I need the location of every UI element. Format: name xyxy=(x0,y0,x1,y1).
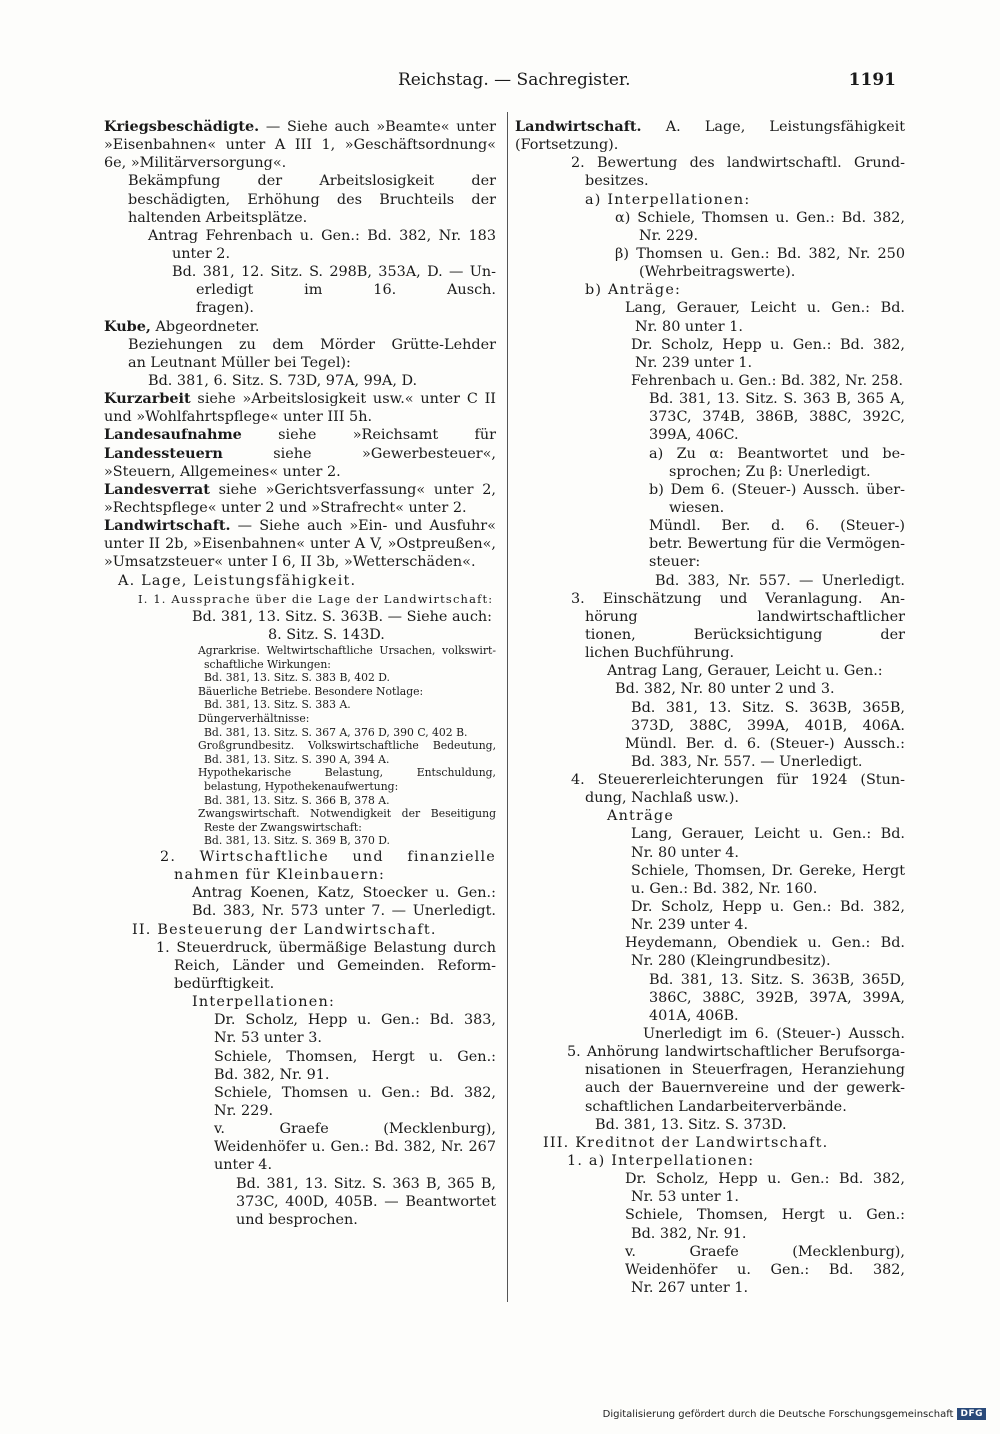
index-line: Weidenhöfer u. Gen.: Bd. 382, xyxy=(625,1261,905,1278)
index-line: Schiele, Thomsen u. Gen.: Bd. 382, xyxy=(214,1084,496,1101)
index-line: 399A, 406C. xyxy=(649,427,739,444)
index-line: Dr. Scholz, Hepp u. Gen.: Bd. 382, xyxy=(631,899,905,916)
index-line: Landessteuern siehe »Gewerbesteuer«, xyxy=(104,444,496,462)
index-line: Unerledigt im 6. (Steuer-) Aussch. xyxy=(643,1026,905,1043)
index-headword: Landesaufnahme xyxy=(104,426,242,444)
index-line: 6e, »Militärversorgung«. xyxy=(104,155,287,172)
index-headword: Kurzarbeit xyxy=(104,390,191,408)
index-line: Bd. 381, 12. Sitz. S. 298B, 353A, D. — Un- xyxy=(172,264,496,281)
index-line: Schiele, Thomsen, Hergt u. Gen.: xyxy=(625,1207,905,1224)
index-line: Nr. 229. xyxy=(214,1102,274,1119)
index-line: Nr. 80 unter 1. xyxy=(635,318,743,335)
index-line: III. Kreditnot der Landwirtschaft. xyxy=(543,1134,829,1151)
index-line: v. Graefe (Mecklenburg), xyxy=(625,1243,905,1260)
index-headword: Kube, xyxy=(104,317,151,335)
index-line: 4. Steuererleichterungen für 1924 (Stun- xyxy=(571,772,905,789)
index-line: wiesen. xyxy=(669,499,725,516)
index-line: Bäuerliche Betriebe. Besondere Notlage: xyxy=(198,684,424,698)
index-line: Bd. 381, 13. Sitz. S. 390 A, 394 A. xyxy=(204,752,390,766)
running-title: Reichstag. — Sachregister. xyxy=(398,70,631,90)
index-line: 8. Sitz. S. 143D. xyxy=(268,626,385,643)
index-line: Bd. 381, 13. Sitz. S. 363 B, 365 B, xyxy=(236,1175,496,1192)
index-line: dung, Nachlaß usw.). xyxy=(585,790,740,807)
index-headword: Landessteuern xyxy=(104,444,223,462)
index-line: 373C, 400D, 405B. — Beantwortet xyxy=(236,1193,496,1210)
index-line: Antrag Lang, Gerauer, Leicht u. Gen.: xyxy=(607,663,883,680)
index-line: Bd. 381, 13. Sitz. S. 383 B, 402 D. xyxy=(204,671,390,685)
index-line: a) Zu α: Beantwortet und be- xyxy=(649,445,905,462)
index-line: II. Besteuerung der Landwirtschaft. xyxy=(132,921,437,938)
index-headword: Landwirtschaft. xyxy=(515,118,642,135)
index-line: Schiele, Thomsen, Hergt u. Gen.: xyxy=(214,1048,496,1065)
index-line: Nr. 239 unter 1. xyxy=(635,354,753,371)
index-line: Hypothekarische Belastung, Entschuldung, xyxy=(198,766,496,780)
index-line: Bd. 383, Nr. 557. — Unerledigt. xyxy=(631,753,863,770)
footer-credit: Digitalisierung gefördert durch die Deutsche Forschungsgemeinschaft xyxy=(602,1408,954,1420)
index-line: α) Schiele, Thomsen u. Gen.: Bd. 382, xyxy=(615,209,905,226)
index-line: unter II 2b, »Eisenbahnen« unter A V, »Ostpreußen«, xyxy=(104,536,496,553)
index-line: Bd. 381, 13. Sitz. S. 363B. — Siehe auch: xyxy=(192,608,492,625)
index-line: steuer: xyxy=(649,554,701,571)
index-line: 1. a) Interpellationen: xyxy=(567,1153,755,1170)
index-line: Lang, Gerauer, Leicht u. Gen.: Bd. xyxy=(625,300,905,317)
index-line: Bd. 383, Nr. 557. — Unerledigt. xyxy=(655,572,905,589)
index-line: Dr. Scholz, Hepp u. Gen.: Bd. 382, xyxy=(625,1171,905,1188)
index-line: Kriegsbeschädigte. — Siehe auch »Beamte« unter xyxy=(104,118,496,135)
index-line: Landesverrat siehe »Gerichtsverfassung« unter 2, xyxy=(104,480,496,498)
index-line: Bd. 382, Nr. 91. xyxy=(214,1066,330,1083)
index-line: Landwirtschaft. A. Lage, Leistungsfähigkeit xyxy=(515,118,905,135)
index-headword: Landesverrat xyxy=(104,480,210,498)
index-line: Bd. 382, Nr. 91. xyxy=(631,1225,747,1242)
index-line: Nr. 53 unter 1. xyxy=(631,1189,739,1206)
index-line: Düngerverhältnisse: xyxy=(198,712,310,726)
page-number: 1191 xyxy=(848,70,896,90)
index-line: Nr. 280 (Kleingrundbesitz). xyxy=(631,953,831,970)
index-line: unter 2. xyxy=(172,245,231,262)
index-line: Bd. 381, 13. Sitz. S. 367 A, 376 D, 390 C, 402 B. xyxy=(204,725,468,739)
index-line: bedürftigkeit. xyxy=(174,975,275,992)
index-line: Fehrenbach u. Gen.: Bd. 382, Nr. 258. xyxy=(631,372,903,389)
index-line: 373C, 374B, 386B, 388C, 392C, xyxy=(649,409,905,426)
index-line: Bd. 382, Nr. 80 unter 2 und 3. xyxy=(615,681,835,698)
index-line: »Rechtspflege« unter 2 und »Strafrecht« unter 2. xyxy=(104,499,467,516)
index-line: I. 1. Aussprache über die Lage der Landwirtschaft: xyxy=(138,591,494,606)
index-line: Großgrundbesitz. Volkswirtschaftliche Bedeutung, xyxy=(198,739,496,753)
index-line: nahmen für Kleinbauern: xyxy=(174,867,386,884)
index-line: b) Anträge: xyxy=(585,282,682,299)
index-line: Antrag Fehrenbach u. Gen.: Bd. 382, Nr. 183 xyxy=(148,227,496,244)
dfg-logo: DFG xyxy=(957,1408,986,1420)
index-line: Schiele, Thomsen, Dr. Gereke, Hergt xyxy=(631,862,905,879)
index-line: A. Lage, Leistungsfähigkeit. xyxy=(118,572,357,589)
index-line: Beziehungen zu dem Mörder Grütte-Lehder xyxy=(128,336,496,353)
index-line: 3. Einschätzung und Veranlagung. An- xyxy=(571,590,905,607)
index-line: 373D, 388C, 399A, 401B, 406A. xyxy=(631,717,905,734)
index-line: Dr. Scholz, Hepp u. Gen.: Bd. 383, xyxy=(214,1012,496,1029)
index-line: Bd. 381, 13. Sitz. S. 363B, 365D, xyxy=(649,971,905,988)
index-line: schaftlichen Landarbeiterverbände. xyxy=(585,1098,847,1115)
index-line: unter 4. xyxy=(214,1157,273,1174)
index-line: Dr. Scholz, Hepp u. Gen.: Bd. 382, xyxy=(631,336,905,353)
index-line: beschädigten, Erhöhung des Bruchteils der xyxy=(128,191,496,208)
index-line: Bd. 381, 13. Sitz. S. 383 A. xyxy=(204,698,351,712)
index-line: β) Thomsen u. Gen.: Bd. 382, Nr. 250 xyxy=(615,245,905,262)
index-line: und besprochen. xyxy=(236,1211,358,1228)
index-line: lichen Buchführung. xyxy=(585,645,735,662)
index-line: 2. Wirtschaftliche und finanzielle xyxy=(160,848,496,865)
index-line: Interpellationen: xyxy=(192,994,335,1011)
index-line: Mündl. Ber. d. 6. (Steuer-) Aussch.: xyxy=(625,735,905,752)
index-line: hörung landwirtschaftlicher xyxy=(585,608,905,625)
index-line: Lang, Gerauer, Leicht u. Gen.: Bd. xyxy=(631,826,905,843)
index-line: sprochen; Zu β: Unerledigt. xyxy=(669,463,871,480)
index-line: Bekämpfung der Arbeitslosigkeit der xyxy=(128,173,496,190)
index-line: 401A, 406B. xyxy=(649,1007,739,1024)
index-line: Bd. 381, 13. Sitz. S. 369 B, 370 D. xyxy=(204,834,390,848)
index-line: Mündl. Ber. d. 6. (Steuer-) xyxy=(649,518,905,535)
index-line: 5. Anhörung landwirtschaftlicher Berufsorga- xyxy=(567,1044,905,1061)
index-line: Kurzarbeit siehe »Arbeitslosigkeit usw.« unter C II xyxy=(104,390,496,408)
index-line: Nr. 229. xyxy=(639,227,699,244)
index-line: erledigt im 16. Ausch. xyxy=(196,282,496,299)
index-line: Bd. 383, Nr. 573 unter 7. — Unerledigt. xyxy=(192,903,496,920)
index-line: Nr. 239 unter 4. xyxy=(631,917,749,934)
index-line: (Wehrbeitragswerte). xyxy=(639,264,796,281)
index-line: v. Graefe (Mecklenburg), xyxy=(214,1121,496,1138)
index-headword: Landwirtschaft. xyxy=(104,517,231,535)
index-line: betr. Bewertung für die Vermögen- xyxy=(649,536,905,553)
index-line: Zwangswirtschaft. Notwendigkeit der Beseitigung xyxy=(198,807,496,821)
index-line: Bd. 381, 13. Sitz. S. 363B, 365B, xyxy=(631,699,905,716)
index-line: 386C, 388C, 392B, 397A, 399A, xyxy=(649,989,905,1006)
index-line: an Leutnant Müller bei Tegel): xyxy=(128,354,351,371)
index-line: »Umsatzsteuer« unter I 6, II 3b, »Wetterschäden«. xyxy=(104,554,476,571)
index-line: Bd. 381, 13. Sitz. S. 363 B, 365 A, xyxy=(649,391,905,408)
index-line: Bd. 381, 13. Sitz. S. 373D. xyxy=(595,1116,787,1133)
index-line: Landwirtschaft. — Siehe auch »Ein- und Ausfuhr« xyxy=(104,517,496,535)
index-line: Nr. 267 unter 1. xyxy=(631,1280,749,1296)
index-line: Agrarkrise. Weltwirtschaftliche Ursachen, volkswirt- xyxy=(198,644,496,658)
left-column xyxy=(104,118,496,1229)
index-line: b) Dem 6. (Steuer-) Aussch. über- xyxy=(649,481,905,498)
footer xyxy=(603,1408,986,1420)
index-line: besitzes. xyxy=(585,173,649,190)
index-line: Reste der Zwangswirtschaft: xyxy=(204,820,362,834)
index-line: »Eisenbahnen« unter A III 1, »Geschäftsordnung« xyxy=(104,137,496,154)
index-line: tionen, Berücksichtigung der xyxy=(585,626,905,643)
index-headword: Kriegsbeschädigte. xyxy=(104,118,260,135)
index-line: Heydemann, Obendiek u. Gen.: Bd. xyxy=(625,935,905,952)
index-line: u. Gen.: Bd. 382, Nr. 160. xyxy=(631,880,818,897)
index-line: fragen). xyxy=(196,300,254,317)
index-line: 2. Bewertung des landwirtschaftl. Grund- xyxy=(571,155,905,172)
index-line: (Fortsetzung). xyxy=(515,137,619,154)
index-line: nisationen in Steuerfragen, Heranziehung xyxy=(585,1062,905,1079)
index-line: Bd. 381, 6. Sitz. S. 73D, 97A, 99A, D. xyxy=(148,372,418,389)
index-line: »Steuern, Allgemeines« unter 2. xyxy=(104,463,341,480)
index-line: Kube, Abgeordneter. xyxy=(104,317,260,335)
index-line: Bd. 381, 13. Sitz. S. 366 B, 378 A. xyxy=(204,793,390,807)
index-line: Nr. 53 unter 3. xyxy=(214,1030,322,1047)
index-line: Weidenhöfer u. Gen.: Bd. 382, Nr. 267 xyxy=(214,1139,496,1156)
index-line: belastung, Hypothekenaufwertung: xyxy=(204,780,399,794)
index-line: 1. Steuerdruck, übermäßige Belastung durch xyxy=(156,939,496,956)
index-line: schaftliche Wirkungen: xyxy=(204,657,331,671)
index-line: a) Interpellationen: xyxy=(585,191,751,208)
running-header xyxy=(100,70,900,100)
index-line: Nr. 80 unter 4. xyxy=(631,844,739,861)
index-line: Antrag Koenen, Katz, Stoecker u. Gen.: xyxy=(192,885,496,902)
right-column xyxy=(515,118,905,1297)
index-line: auch der Bauernvereine und der gewerk- xyxy=(585,1080,905,1097)
index-line: und »Wohlfahrtspflege« unter III 5h. xyxy=(104,409,373,426)
index-line: haltenden Arbeitsplätze. xyxy=(128,209,308,226)
index-line: Anträge xyxy=(607,808,675,825)
column-divider xyxy=(507,112,508,1302)
index-line: Reich, Länder und Gemeinden. Reform- xyxy=(174,957,496,974)
index-line: Landesaufnahme siehe »Reichsamt für xyxy=(104,426,496,444)
